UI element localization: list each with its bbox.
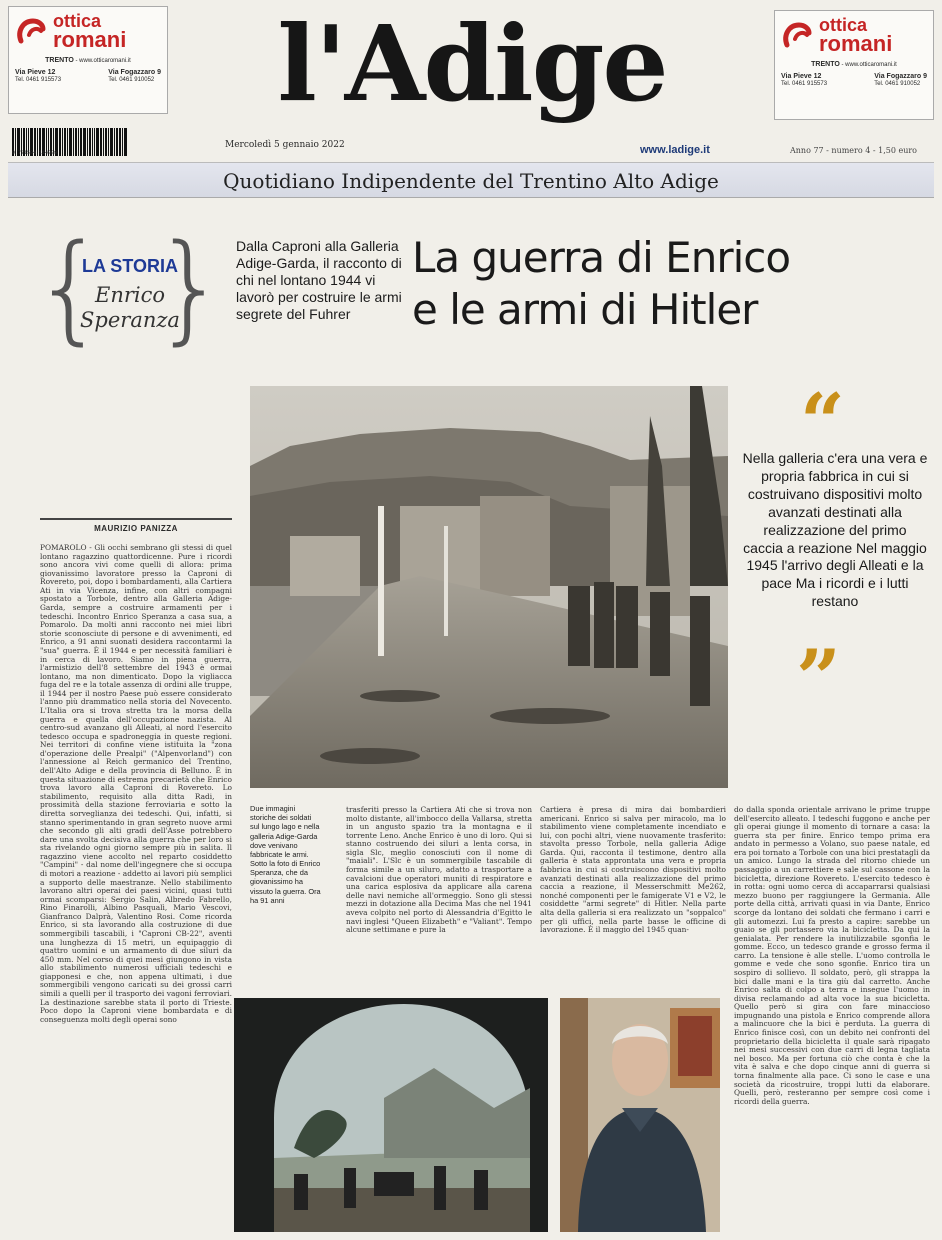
article-column-3: Cartiera è presa di mira dai bombardieri americani. Enrico si salva per miracolo, ma lo stabilimento viene completamente incendiato e lui, con pochi altri, viene nuovamente trasferito: stavolta presso Torbole, nella galleria Adige Garda. Qui, racconta il testimone, dentro alla galleria è stata approntata una vera e propria fabbrica in cui si costruiscono dispositivi molto avanzati destinati alla realizzazione del primo caccia a reazione, il Messerschmitt Me262, nonché componenti per le famigerate V1 e V2, le cosiddette "armi segrete" di Hitler. Nella parte alta della galleria si era realizzato un "soppalco" per gli uffici, nella parte basse le officine di lavorazione. È il maggio del 1945 quan-	[540, 806, 726, 935]
ad-address-2-phone: Tel. 0461 910052	[108, 77, 155, 84]
headline-line2: e le armi di Hitler	[412, 285, 758, 335]
portrait-enrico-speranza[interactable]	[560, 998, 720, 1232]
pull-quote: Nella galleria c'era una vera e propria fabbrica in cui si costruivano dispositivi molto avanzati destinati alla realizzazione del primo caccia a reazione Nel maggio 1945 l'arrivo degli Alleati e la pace Ma i ricordi e i lutti restano	[742, 450, 928, 610]
ad-logo	[781, 17, 927, 55]
photo-caption: Due immagini storiche dei soldati sul lungo lago e nella galleria Adige-Garda dove venivano fabbricate le armi. Sotto la foto di Enrico Speranza, che da giovanissimo ha vissuto la guerra. Ora ha 91 anni	[250, 804, 321, 905]
ad-address-2-street: Via Fogazzaro 9	[108, 68, 161, 76]
quote-close-icon: ”	[796, 633, 841, 724]
ad-logo	[15, 13, 161, 51]
ad-brand-line1: ottica	[819, 15, 868, 35]
ad-address-2	[874, 72, 927, 89]
ad-brand-line1: ottica	[53, 11, 102, 31]
story-name-line2: Speranza	[80, 308, 180, 333]
article-byline: MAURIZIO PANIZZA	[40, 518, 232, 533]
ad-city-name: TRENTO	[811, 60, 840, 68]
historical-photo-tunnel-gallery[interactable]	[234, 998, 548, 1232]
story-section-label: LA STORIA	[81, 256, 178, 276]
ad-brand-line2: romani	[53, 27, 127, 53]
story-name-line1: Enrico	[94, 283, 165, 307]
article-column-1: POMAROLO - Gli occhi sembrano gli stessi di quel lontano ragazzino quattordicenne. Pure i ricordi sono ancora vivi come quelli di allora: prima giovanissimo lavoratore presso la Caproni di Rovereto, poi, dopo i bombardamenti, alla Cartiera Ati in via Vicenza, infine, con altri compagni spostato a Torbole, dentro alla Galleria Adige-Garda, sempre a costruire armamenti per i tedeschi. Incontro Enrico Speranza a casa sua, a Pomarolo. Da molti anni racconto nei miei libri storie sconosciute di persone e di avvenimenti, ed Enrico, a 91 anni suonati desidera raccontarmi la "sua" guerra. È il 1944 e per necessità familiari è in cerca di lavoro. Siamo in piena guerra, l'armistizio dell'8 settembre del 1943 è ormai lontano, ma non dimenticato. Dopo la vigliacca fuga del re e la totale assenza di ordini alle truppe, il 1944 per il nostro Paese può essere considerato l'anno più drammatico nella storia del Novecento. L'Italia ora si trova stretta tra la morsa della guerra e quella dell'occupazione nazista. Al centro-sud avanzano gli Alleati, al nord l'esercito tedesco occupa e spadroneggia in queste regioni. Nei territori di confine viene istituita la "zona d'operazione delle Prealpi" ("Alpenvorland") con l'annessione al Reich germanico del Trentino, dell'Alto Adige e della provincia di Belluno. È in questa situazione di estrema precarietà che Enrico trova lavoro alla Caproni di Rovereto. Lo stabilimento, requisito alla ditta Radi, in prossimità della stazione ferroviaria e sotto la diretta sorveglianza dei tedeschi. Qui, infatti, si stanno sperimentando in gran segreto nuove armi che secondo gli alti gradi dell'Asse potrebbero dare una svolta decisiva alla guerra che per loro si sta rivelando ogni giorno sempre più in salita. Il ragazzino viene accolto nel reparto cosiddetto "Campini" - dal nome dell'ingegnere che si occupa di motori a reazione - addetto ai lavori più semplici a supporto delle maestranze. Nello stabilimento lavorano altri operai dei paesi vicini, quasi tutti ormai scomparsi: Sergio Salin, Albredo Fabrello, Rino Finarolli, Albino Pasqualì, Mario Vescovi, Gianfranco Dalprà, Valentino Rosi. Come ricorda Enrico, si sta lavorando alla costruzione di due sommergibili tascabili, i "Caproni CB-22", aventi una lunghezza di 15 metri, un equipaggio di quattro uomini e un armamento di due siluri da 450 mm. Nel corso di quei mesi giungono in vista allo stabilimento numerosi ufficiali tedeschi e giapponesi e che, non appena ultimati, i due sommergibili vengono caricati su dei grossi carri simili a quelli per il trasporto dei vagoni ferroviari. La destinazione sarebbe stata il porto di Trieste. Poco dopo la Caproni viene bombardata e di conseguenza molti degli operai sono	[40, 544, 232, 1024]
issue-number-price: Anno 77 - numero 4 - 1,50 euro	[790, 146, 917, 155]
newspaper-website[interactable]: www.ladige.it	[640, 144, 710, 156]
ad-address-2	[108, 68, 161, 85]
barcode-number: 9 771594 114009	[12, 150, 58, 156]
article-column-4: do dalla sponda orientale arrivano le prime truppe dell'esercito alleato. I tedeschi fuggono e anche per gli operai giunge il momento di tornare a casa: la guerra sta per finire. Enrico tempo prima era andato in permesso a Volano, suo paese natale, ed era poi tornato a Torbole con una bici prestatagli da un amico. Lungo la strada del ritorno chiede un passaggio a un carrettiere e sale sul cassone con la bicicletta, direzione Rovereto. L'esercito tedesco è in rotta: ogni uomo cerca di accaparrarsi qualsiasi mezzo buono per raggiungere la Germania. Alle porte della città, arrivati quasi in via Dante, Enrico scorge da lontano dei soldati che fermano i carri e gli automezzi. Lui fa presto a capire: sarebbe un guaio se gli portassero via la bicicletta. Da qui la genialata. Per rendere la inutilizzabile sgonfia le gomme. Ecco, un tedesco grande e grosso ferma il carro. La tensione è alle stelle. L'uomo controlla le gomme e vede che sono sgonfie. Enrico tira un sospiro di sollievo. Il soldato, però, gli strappa la bici dalle mani e la tira giù dal carretto. Anche Enrico salta di colpo a terra e insegue l'uomo in divisa reclamando ad alta voce la sua bicicletta. Quello però si gira con fare minaccioso impugnando una pistola e Enrico comprende allora a malincuore che la bici è perduta. La guerra di Enrico finisce così, con un debito nei confronti del proprietario della bicicletta il quale sarà ripagato nei mesi successivi con due carri di legna tagliata nel bosco. Ma per fortuna ciò che conta è che la vita è salva e che dopo cinque anni di guerra si torna finalmente alla pace. Ci sono le case e una società da ricostruire, troppi lutti da elaborare. Quelli, però, resteranno per sempre così come i ricordi della guerra.	[734, 806, 930, 1106]
ad-address-1	[781, 72, 827, 89]
newspaper-title[interactable]: l'Adige	[277, 2, 667, 125]
ad-address-1	[15, 68, 61, 85]
ad-ottica-romani-left[interactable]	[8, 6, 168, 114]
ottica-romani-logo-icon	[15, 15, 49, 49]
ad-address-1-street: Via Pieve 12	[15, 68, 56, 76]
ad-addresses	[15, 68, 161, 85]
article-subhead: Dalla Caproni alla Galleria Adige-Garda, il racconto di chi nel lontano 1944 vi lavorò per costruire le armi segrete del Fuhrer	[236, 238, 402, 323]
ad-city: TRENTO - www.otticaromani.it	[811, 60, 897, 68]
ad-address-2-street: Via Fogazzaro 9	[874, 72, 927, 80]
ad-website: www.otticaromani.it	[79, 57, 131, 64]
article-column-2: trasferiti presso la Cartiera Ati che si trova non molto distante, all'imbocco della Vallarsa, stretta in un angusto spazio tra la montagna e il torrente Leno. Anche Enrico è uno di loro. Qui si stanno costruendo dei siluri a lenta corsa, in sigla Slc, meglio conosciuti con il nome di "maiali". L'Slc è un sommergibile tascabile di forma simile a un siluro, adatto a trasportare a cavalcioni due operatori muniti di respiratore e una carica esplosiva da applicare alla carena delle navi nemiche all'ormeggio. Sono gli stessi mezzi in dotazione alla Decima Mas che nel 1941 aveva colpito nel porto di Alessandria d'Egitto le navi inglesi "Queen Elizabeth" e "Valiant". Tempo alcune settimane e pure la	[346, 806, 532, 935]
ad-addresses	[781, 72, 927, 89]
brace-left-icon: {	[32, 218, 108, 356]
ad-city-name: TRENTO	[45, 56, 74, 64]
brace-right-icon: }	[152, 218, 228, 356]
ottica-romani-logo-icon	[781, 19, 815, 53]
article-headline[interactable]	[412, 232, 932, 336]
ad-address-2-phone: Tel. 0461 910052	[874, 81, 921, 88]
ad-city: TRENTO - www.otticaromani.it	[45, 56, 131, 64]
story-label-box	[32, 218, 228, 360]
ad-ottica-romani-right[interactable]	[774, 10, 934, 120]
headline-line1: La guerra di Enrico	[412, 233, 791, 282]
ad-address-1-phone: Tel. 0461 915573	[781, 81, 828, 88]
issue-date: Mercoledì 5 gennaio 2022	[225, 140, 345, 150]
ad-website: www.otticaromani.it	[845, 61, 897, 68]
historical-photo-lakeside-soldiers[interactable]	[250, 386, 728, 788]
quote-open-icon: “	[800, 377, 845, 468]
ad-brand-line2: romani	[819, 31, 893, 57]
ad-address-1-street: Via Pieve 12	[781, 72, 822, 80]
newspaper-tagline: Quotidiano Indipendente del Trentino Alto Adige	[8, 162, 934, 198]
ad-address-1-phone: Tel. 0461 915573	[15, 77, 62, 84]
